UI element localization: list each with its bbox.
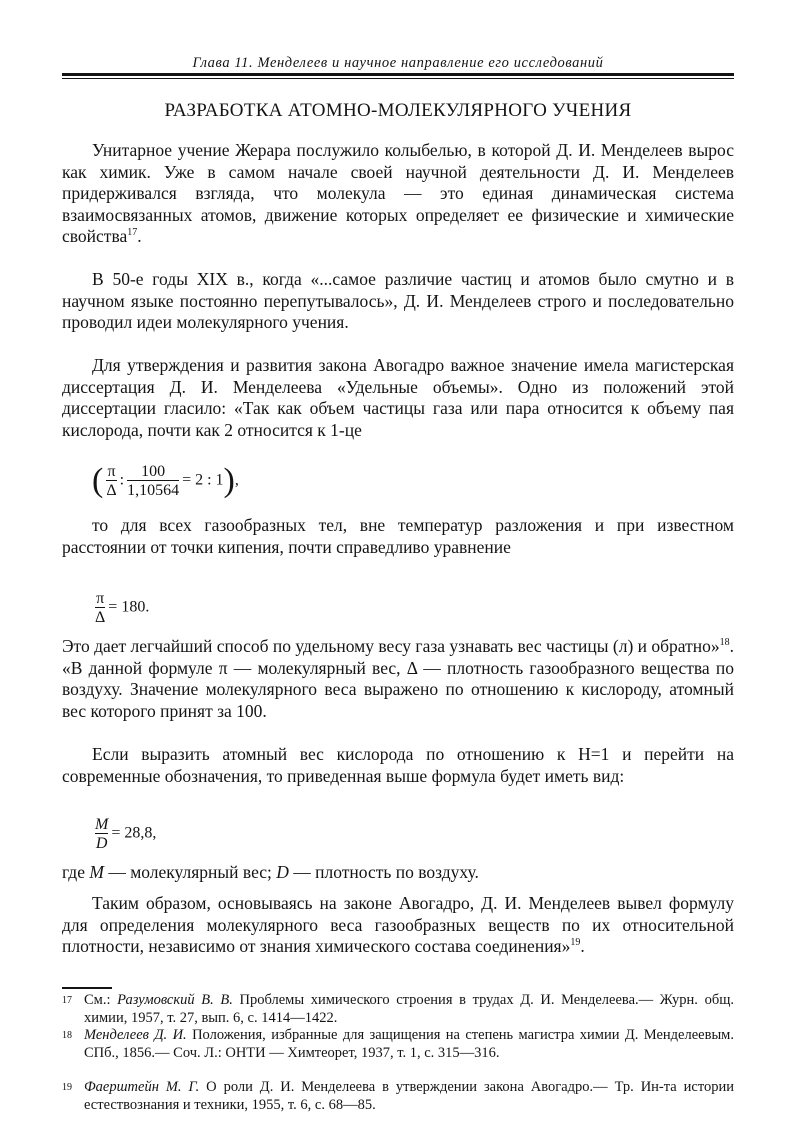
paragraph-7-text-a: где <box>62 862 90 882</box>
formula-trailing-comma: , <box>234 471 239 489</box>
formula2-numerator: π <box>96 590 105 607</box>
footnote-19-number: 19 <box>62 1082 72 1093</box>
formula3-fraction <box>95 816 108 852</box>
symbol-d: D <box>276 862 289 882</box>
formula-colon: : <box>119 471 125 489</box>
formula-equation-180 <box>92 590 149 626</box>
paragraph-8 <box>62 893 734 958</box>
footnote-19-text: О роли Д. И. Менделеева в утверждении закона Авогадро.— Тр. Ин-та истории естествознания и техники, 1955, т. 6, с. 68—85. <box>84 1079 734 1113</box>
paragraph-2: В 50-е годы XIX в., когда «...самое различие частиц и атомов было смутно и в научном языке постоянно перепутывалось», Д. И. Менделеев строго и последовательно проводил идеи молекулярного учения. <box>62 269 734 332</box>
formula-numerator: 100 <box>141 463 166 480</box>
paragraph-4: то для всех газообразных тел, вне температур разложения и при известном расстоянии от точки кипения, почти справедливо уравнение <box>62 515 734 557</box>
formula2-rhs: = 180. <box>108 598 150 616</box>
paragraph-7 <box>62 862 734 884</box>
paragraph-8-end: . <box>580 936 585 956</box>
formula-modern <box>92 816 156 852</box>
footnote-ref-19: 19 <box>570 937 581 949</box>
formula-rhs: = 2 : 1 <box>182 471 224 489</box>
paragraph-1-end: . <box>137 226 142 246</box>
formula3-numerator: M <box>95 816 109 833</box>
footnote-ref-18: 18 <box>719 637 730 649</box>
paragraph-5-text-a: Это дает легчайший способ по удельному весу газа узнавать вес частицы (л) и обратно» <box>62 636 720 656</box>
formula-close-paren: ) <box>223 462 235 499</box>
symbol-m: M <box>89 862 104 882</box>
running-head: Глава 11. Менделеев и научное направление его исследований <box>192 55 604 71</box>
formula-fraction <box>127 463 179 499</box>
footnote-19-author: Фаерштейн М. Г. <box>84 1079 200 1095</box>
footnote-18-number: 18 <box>62 1030 72 1041</box>
paragraph-1-text: Унитарное учение Жерара послужило колыбелью, в которой Д. И. Менделеев вырос как химик. Уже в самом начале своей научной деятельности Д. И. Менделеев придерживался взгляда, что молекула — это единая динамическая система взаимосвязанных атомов, движение которых определяет ее физические и химические свойства <box>62 140 734 246</box>
formula-specific-volume <box>92 462 239 500</box>
footnote-17-text: Проблемы химического строения в трудах Д. И. Менделеева.— Журн. общ. химии, 1957, т. 27, вып. 6, с. 1414—1422. <box>84 992 734 1026</box>
paragraph-7-text-b: — молекулярный вес; <box>103 862 277 882</box>
footnote-18 <box>62 1027 734 1062</box>
formula2-denominator: Δ <box>95 609 106 626</box>
formula-pi-over-delta <box>106 463 116 499</box>
footnote-17-number: 17 <box>62 995 72 1006</box>
paragraph-7-text-c: — плотность по воздуху. <box>288 862 479 882</box>
footnote-17-pre: См.: <box>84 992 118 1008</box>
footnote-ref-17: 17 <box>127 227 138 239</box>
formula-delta: Δ <box>106 482 117 499</box>
formula-pi: π <box>107 463 116 480</box>
paragraph-8-text: Таким образом, основываясь на законе Авогадро, Д. И. Менделеев вывел формулу для определения молекулярного веса газообразных веществ по их относительной плотности, независимо от знания химического состава соединения» <box>62 893 734 956</box>
section-heading: РАЗРАБОТКА АТОМНО-МОЛЕКУЛЯРНОГО УЧЕНИЯ <box>164 100 632 121</box>
footnote-rule <box>62 987 112 989</box>
paragraph-5 <box>62 636 734 722</box>
formula-denominator: 1,10564 <box>127 482 180 499</box>
footnote-19 <box>62 1079 734 1114</box>
paragraph-3: Для утверждения и развития закона Авогадро важное значение имела магистерская диссертация Д. И. Менделеева «Удельные объемы». Одно из положений этой диссертации гласило: «Так как объем частицы газа или пара относится к объему пая кислорода, почти как 2 относится к 1-це <box>62 355 734 440</box>
paragraph-1 <box>62 140 734 248</box>
header-rule-thin <box>62 78 734 79</box>
formula2-fraction <box>95 590 105 626</box>
footnote-17 <box>62 992 734 1027</box>
header-rule-thick <box>62 73 734 76</box>
footnote-18-text: Положения, избранные для защищения на степень магистра химии Д. Менделеевым. СПб., 1856.— Соч. Л.: ОНТИ — Химтеорет, 1937, т. 1, с. 315—316. <box>84 1027 734 1061</box>
footnote-17-author: Разумовский В. В. <box>117 992 233 1008</box>
formula3-rhs: = 28,8, <box>111 824 157 842</box>
footnote-18-author: Менделеев Д. И. <box>84 1027 187 1043</box>
paragraph-5-text-b: . «В данной формуле π — молекулярный вес, Δ — плотность газообразного вещества по воздуху. Значение молекулярного веса выражено по отношению к кислороду, атомный вес которого принят за 100. <box>62 636 735 721</box>
formula-open-paren: ( <box>92 462 104 499</box>
paragraph-6: Если выразить атомный вес кислорода по отношению к H=1 и перейти на современные обозначения, то приведенная выше формула будет иметь вид: <box>62 744 734 786</box>
formula3-denominator: D <box>95 835 108 852</box>
